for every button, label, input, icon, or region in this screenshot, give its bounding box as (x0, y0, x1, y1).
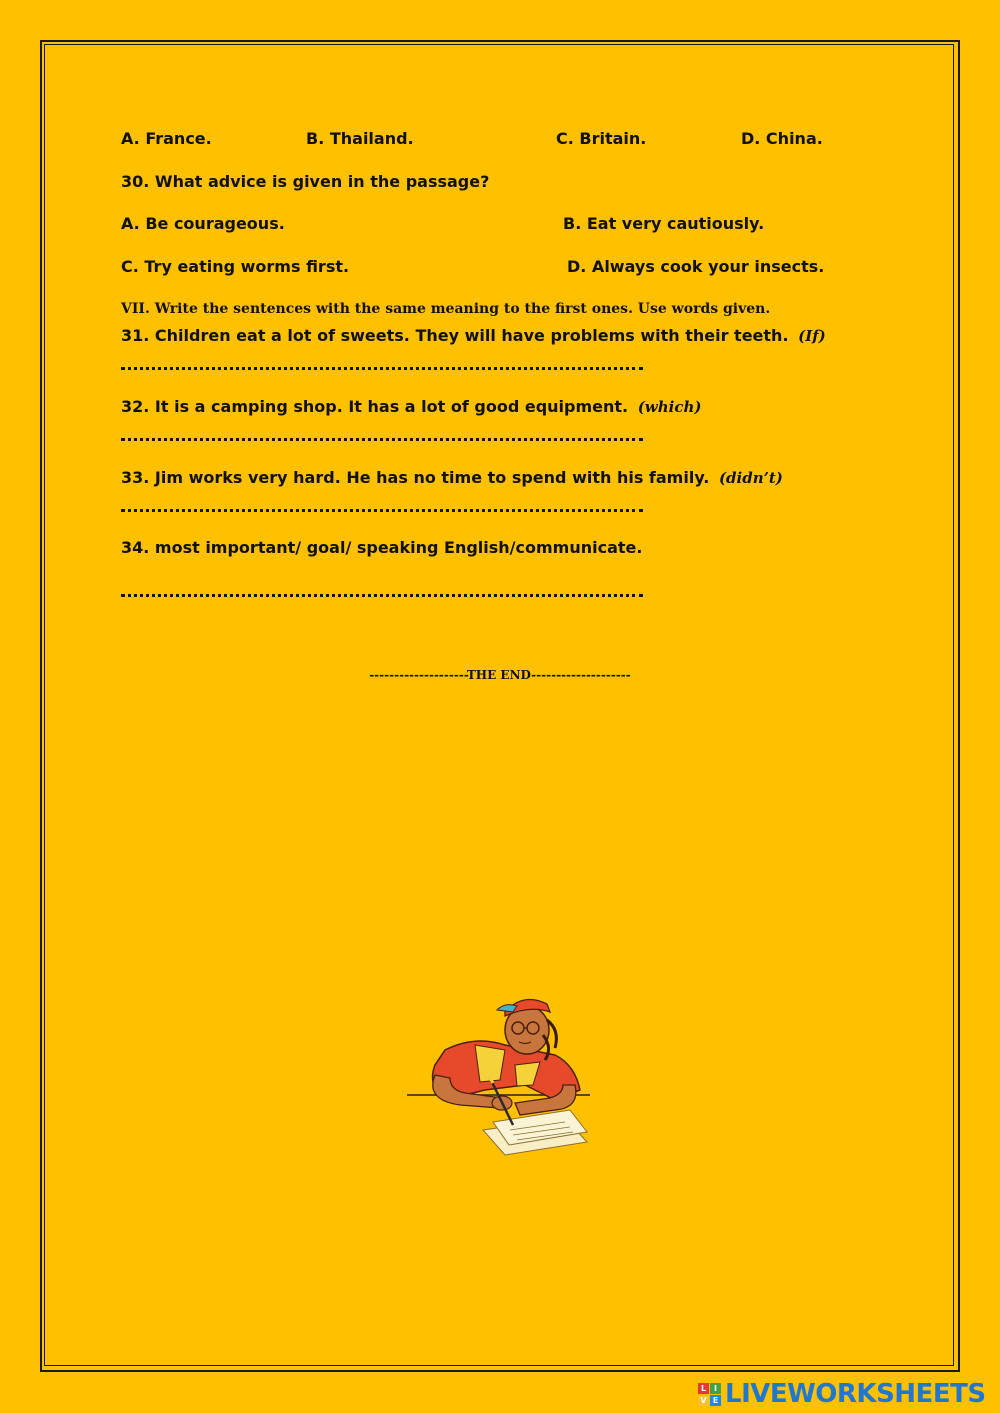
q33-hint: (didn’t) (718, 469, 783, 487)
logo-letter-i: I (710, 1383, 721, 1394)
q32-text: 32. It is a camping shop. It has a lot of good equipment. (121, 397, 629, 416)
q29-option-d: D. China. (741, 129, 823, 148)
q33-text: 33. Jim works very hard. He has no time to spend with his family. (121, 468, 710, 487)
q31-prompt (121, 326, 826, 346)
q31-text: 31. Children eat a lot of sweets. They will have problems with their teeth. (121, 326, 789, 345)
page-border-inner (44, 44, 954, 1366)
section-instruction: VII. Write the sentences with the same meaning to the first ones. Use words given. (121, 301, 771, 317)
logo-text: LIVEWORKSHEETS (725, 1379, 986, 1409)
q34-answer-line[interactable] (121, 594, 643, 597)
q34-prompt: 34. most important/ goal/ speaking English/communicate. (121, 538, 643, 557)
the-end: --------------------THE END-------------------- (369, 668, 631, 682)
q29-option-a: A. France. (121, 129, 212, 148)
student-writing-illustration (405, 990, 595, 1165)
logo-letter-e: E (710, 1395, 721, 1406)
q32-prompt (121, 397, 701, 417)
q31-answer-line[interactable] (121, 367, 643, 370)
q30-option-c: C. Try eating worms first. (121, 257, 350, 276)
q32-answer-line[interactable] (121, 438, 643, 441)
q29-option-b: B. Thailand. (306, 129, 414, 148)
q30-option-b: B. Eat very cautiously. (563, 214, 765, 233)
q33-answer-line[interactable] (121, 509, 643, 512)
q30-question: 30. What advice is given in the passage? (121, 172, 490, 191)
q31-hint: (If) (798, 327, 826, 345)
q32-hint: (which) (637, 398, 702, 416)
q29-option-c: C. Britain. (556, 129, 647, 148)
liveworksheets-logo[interactable] (698, 1379, 986, 1409)
logo-mark (698, 1383, 721, 1406)
q30-option-d: D. Always cook your insects. (567, 257, 825, 276)
q33-prompt (121, 468, 783, 488)
q30-option-a: A. Be courageous. (121, 214, 285, 233)
logo-letter-l: L (698, 1383, 709, 1394)
logo-letter-v: V (698, 1395, 709, 1406)
